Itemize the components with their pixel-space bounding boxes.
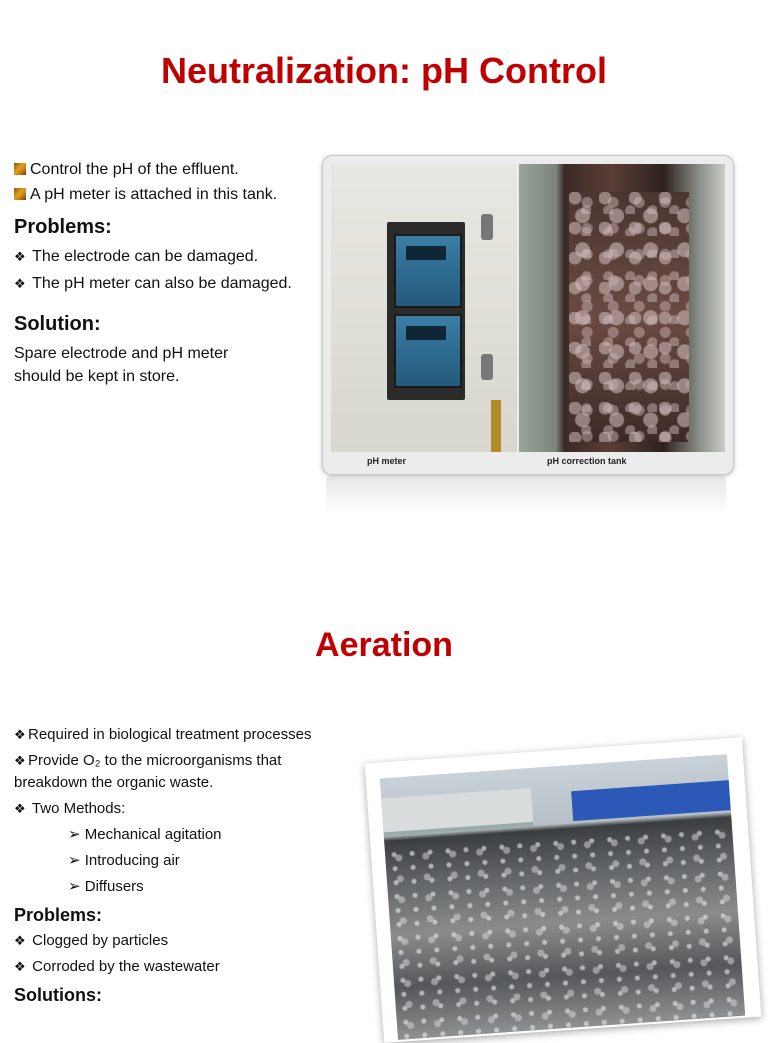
cable	[491, 400, 501, 452]
diamond-bullet-icon: ❖	[14, 933, 26, 948]
bullet-item: A pH meter is attached in this tank.	[14, 183, 304, 206]
arrow-bullet-icon: ➢	[68, 878, 81, 895]
blue-fence	[571, 780, 731, 821]
slide-body	[14, 158, 304, 390]
slide-title: Neutralization: pH Control	[161, 50, 607, 91]
slide-title: Aeration	[315, 626, 453, 664]
diamond-bullet-icon: ❖	[14, 753, 26, 768]
square-bullet-icon	[14, 188, 26, 200]
method-item: ➢ Mechanical agitation	[68, 826, 222, 843]
cabinet-handle	[481, 214, 493, 240]
bullet-item: ❖ Two Methods:	[14, 798, 324, 820]
bullet-item: ❖ Required in biological treatment processes	[14, 724, 324, 746]
solutions-heading: Solutions:	[14, 985, 102, 1005]
bullet-item: ❖ Clogged by particles	[14, 930, 324, 952]
problems-heading: Problems:	[14, 905, 103, 925]
bullet-item: ❖ The pH meter can also be damaged.	[14, 272, 304, 295]
tank-liquid	[569, 192, 689, 442]
solution-text: Spare electrode and pH meter should be kept in store.	[14, 345, 229, 385]
aeration-tank-image	[380, 754, 745, 1040]
aeration-tank-photo	[365, 737, 762, 1043]
ph-display	[394, 314, 462, 388]
ph-display	[394, 234, 462, 308]
solution-heading: Solution:	[14, 313, 101, 335]
ph-correction-tank-image	[519, 164, 725, 452]
square-bullet-icon	[14, 163, 26, 175]
photo-caption: pH correction tank	[547, 456, 627, 466]
photo-caption: pH meter	[367, 456, 407, 466]
building	[381, 788, 533, 836]
photo-reflection	[326, 475, 726, 515]
bullet-item: Control the pH of the effluent.	[14, 158, 304, 181]
bullet-item: ❖ Corroded by the wastewater	[14, 956, 324, 978]
slide-aeration	[0, 580, 768, 1024]
ph-meter-image	[331, 164, 517, 452]
bullet-item: ❖ Provide O₂ to the microorganisms that breakdown the organic waste.	[14, 752, 282, 791]
method-item: ➢ Diffusers	[68, 878, 144, 895]
ph-cabinet	[387, 222, 465, 400]
diamond-bullet-icon: ❖	[14, 801, 26, 816]
bullet-item: ❖ The electrode can be damaged.	[14, 245, 304, 268]
diamond-bullet-icon: ❖	[14, 959, 26, 974]
diamond-bullet-icon: ❖	[14, 249, 26, 264]
aeration-bubbles	[385, 824, 746, 1040]
arrow-bullet-icon: ➢	[68, 852, 81, 869]
slide-body	[14, 724, 324, 1006]
method-item: ➢ Introducing air	[68, 852, 180, 869]
problems-heading: Problems:	[14, 216, 112, 238]
diamond-bullet-icon: ❖	[14, 276, 26, 291]
ph-control-photo	[322, 155, 734, 475]
diamond-bullet-icon: ❖	[14, 727, 26, 742]
cabinet-handle	[481, 354, 493, 380]
arrow-bullet-icon: ➢	[68, 826, 81, 843]
